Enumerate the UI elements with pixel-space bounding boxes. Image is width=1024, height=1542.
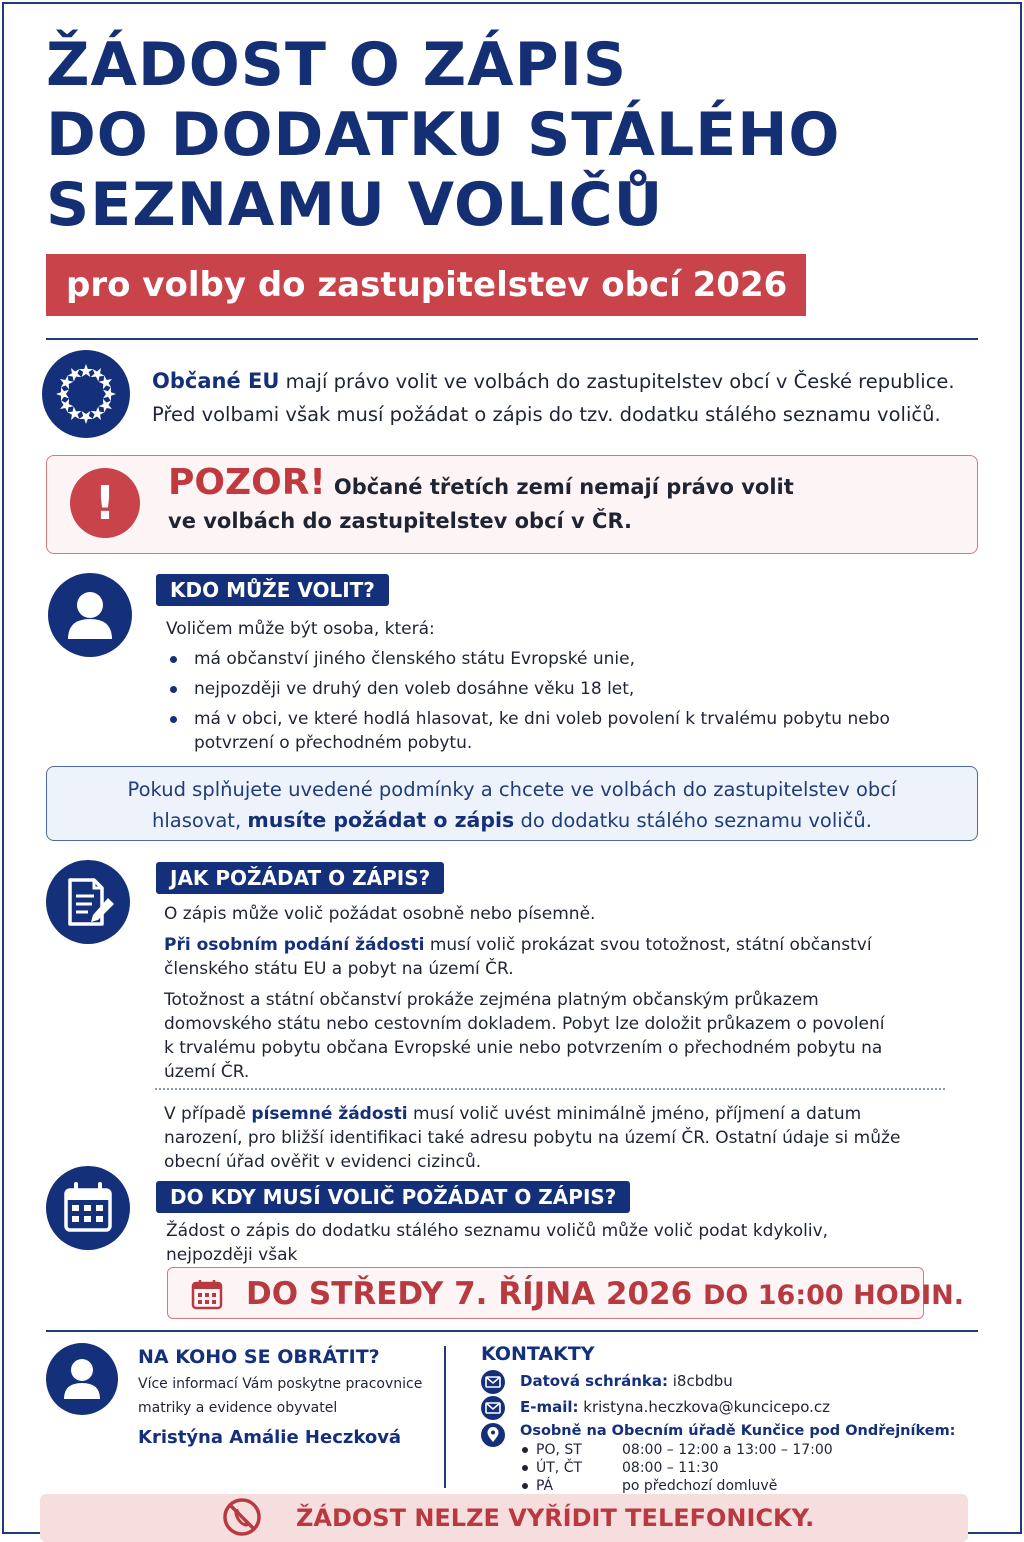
divider-bottom — [46, 1330, 978, 1332]
warning-line1: Občané třetích zemí nemají právo volit — [333, 475, 794, 499]
list-item: má občanství jiného členského státu Evropské unie, — [166, 647, 926, 671]
notice-line2-a: hlasovat, — [152, 809, 248, 832]
calendar-small-icon — [190, 1278, 224, 1314]
hours-time: po předchozí domluvě — [622, 1478, 778, 1494]
who-text — [166, 617, 926, 755]
databox-icon — [481, 1370, 505, 1394]
vertical-divider — [444, 1346, 446, 1488]
deadline-time: DO 16:00 HODIN. — [703, 1280, 964, 1311]
how-p2-rest: musí volič prokázat svou totožnost, státní občanství členského státu EU a pobyt na území ČR. — [164, 935, 872, 979]
document-pen-icon — [46, 860, 130, 944]
how-p4-bold: písemné žádosti — [251, 1104, 408, 1124]
notice-line2-c: do dodatku stálého seznamu voličů. — [514, 809, 872, 832]
who-intro: Voličem může být osoba, která: — [166, 619, 435, 639]
notice-line2-bold: musíte požádat o zápis — [247, 808, 515, 832]
when-text: Žádost o zápis do dodatku stálého seznamu voličů může volič podat kdykoliv, nejpozději však — [166, 1221, 829, 1265]
how-p2-bold: Při osobním podání žádosti — [164, 935, 425, 955]
eu-intro-text — [152, 365, 992, 431]
how-p2 — [164, 933, 884, 981]
subtitle-banner: pro volby do zastupitelstev obcí 2026 — [46, 254, 806, 316]
hours-day: PÁ — [520, 1477, 622, 1495]
list-item: má v obci, ve které hodlá hlasovat, ke dni voleb povolení k trvalému pobytu nebo potvrzení o přechodném pobytu. — [166, 707, 894, 755]
divider-top — [46, 338, 978, 340]
who-heading: KDO MŮŽE VOLIT? — [156, 574, 389, 606]
how-p4-rest: musí volič uvést minimálně jméno, příjmení a datum narození, pro bližší identifikaci také adresu pobytu na území ČR. Ostatní údaje si může obecní úřad ověřit v evidenci cizinců. — [164, 1104, 901, 1172]
deadline-text — [246, 1271, 964, 1319]
eu-line2: Před volbami však musí požádat o zápis do tzv. dodatku stálého seznamu voličů. — [152, 403, 941, 426]
hours-row — [520, 1459, 833, 1477]
hours-day: ÚT, ČT — [520, 1459, 622, 1477]
eu-lead: Občané EU — [152, 369, 280, 393]
eu-flag-icon — [42, 350, 130, 438]
exclamation-icon: ! — [70, 468, 140, 538]
contacts-heading: KONTAKTY — [481, 1343, 595, 1365]
dotted-divider — [155, 1088, 945, 1090]
notice-line1: Pokud splňujete uvedené podmínky a chcete ve volbách do zastupitelstev obcí — [127, 778, 897, 801]
email-value[interactable]: kristyna.heczkova@kuncicepo.cz — [578, 1398, 831, 1416]
how-p4 — [164, 1102, 944, 1174]
how-p3: Totožnost a státní občanství prokáže zejména platným občanským průkazem domovského státu nebo cestovním dokladem. Pobyt lze doložit průkazem o povolení k trvalému pobytu občana Evropské unie nebo potvrzením o přechodném pobytu na území ČR. — [164, 990, 885, 1082]
warning-label: POZOR! — [168, 462, 326, 503]
calendar-icon — [46, 1166, 130, 1250]
hours-day: PO, ST — [520, 1441, 622, 1459]
how-p4-a: V případě — [164, 1104, 252, 1124]
hours-row — [520, 1477, 833, 1495]
eu-line1: mají právo volit ve volbách do zastupitelstev obcí v České republice. — [279, 370, 955, 393]
notice-box — [46, 766, 978, 841]
footer-text: ŽÁDOST NELZE VYŘÍDIT TELEFONICKY. — [296, 1504, 815, 1532]
hours-time: 08:00 – 11:30 — [622, 1460, 719, 1476]
contact-heading: NA KOHO SE OBRÁTIT? — [138, 1346, 380, 1368]
warning-line2: ve volbách do zastupitelstev obcí v ČR. — [168, 509, 632, 533]
page-title — [46, 30, 946, 240]
office-label: Osobně na Obecním úřadě Kunčice pod Ondřejníkem: — [520, 1423, 956, 1439]
contact-person-block — [138, 1344, 428, 1452]
databox-row — [520, 1370, 733, 1392]
list-item: nejpozději ve druhý den voleb dosáhne věku 18 let, — [166, 677, 926, 701]
how-heading: JAK POŽÁDAT O ZÁPIS? — [156, 862, 444, 894]
email-row — [520, 1396, 830, 1418]
location-pin-icon — [481, 1423, 505, 1447]
who-list — [166, 647, 926, 755]
when-heading: DO KDY MUSÍ VOLIČ POŽÁDAT O ZÁPIS? — [156, 1181, 630, 1213]
contact-text: Více informací Vám poskytne pracovnice matriky a evidence obyvatel — [138, 1376, 423, 1416]
contact-person-icon — [46, 1343, 118, 1415]
deadline-date: DO STŘEDY 7. ŘÍJNA 2026 — [246, 1276, 703, 1312]
title-line-2: DO DODATKU STÁLÉHO — [46, 100, 841, 170]
title-line-3: SEZNAMU VOLIČŮ — [46, 170, 664, 240]
office-hours — [520, 1441, 833, 1495]
how-p1: O zápis může volič požádat osobně nebo písemně. — [164, 904, 596, 924]
hours-row — [520, 1441, 833, 1459]
person-icon — [48, 573, 132, 657]
no-phone-icon — [220, 1497, 264, 1541]
title-line-1: ŽÁDOST O ZÁPIS — [46, 30, 628, 100]
email-label: E-mail: — [520, 1398, 579, 1416]
contact-name: Kristýna Amálie Heczková — [138, 1427, 402, 1448]
email-icon — [481, 1396, 505, 1420]
hours-time: 08:00 – 12:00 a 13:00 – 17:00 — [622, 1442, 833, 1458]
databox-value: i8cbdbu — [667, 1372, 733, 1390]
databox-label: Datová schránka: — [520, 1372, 668, 1390]
warning-text — [168, 462, 958, 538]
